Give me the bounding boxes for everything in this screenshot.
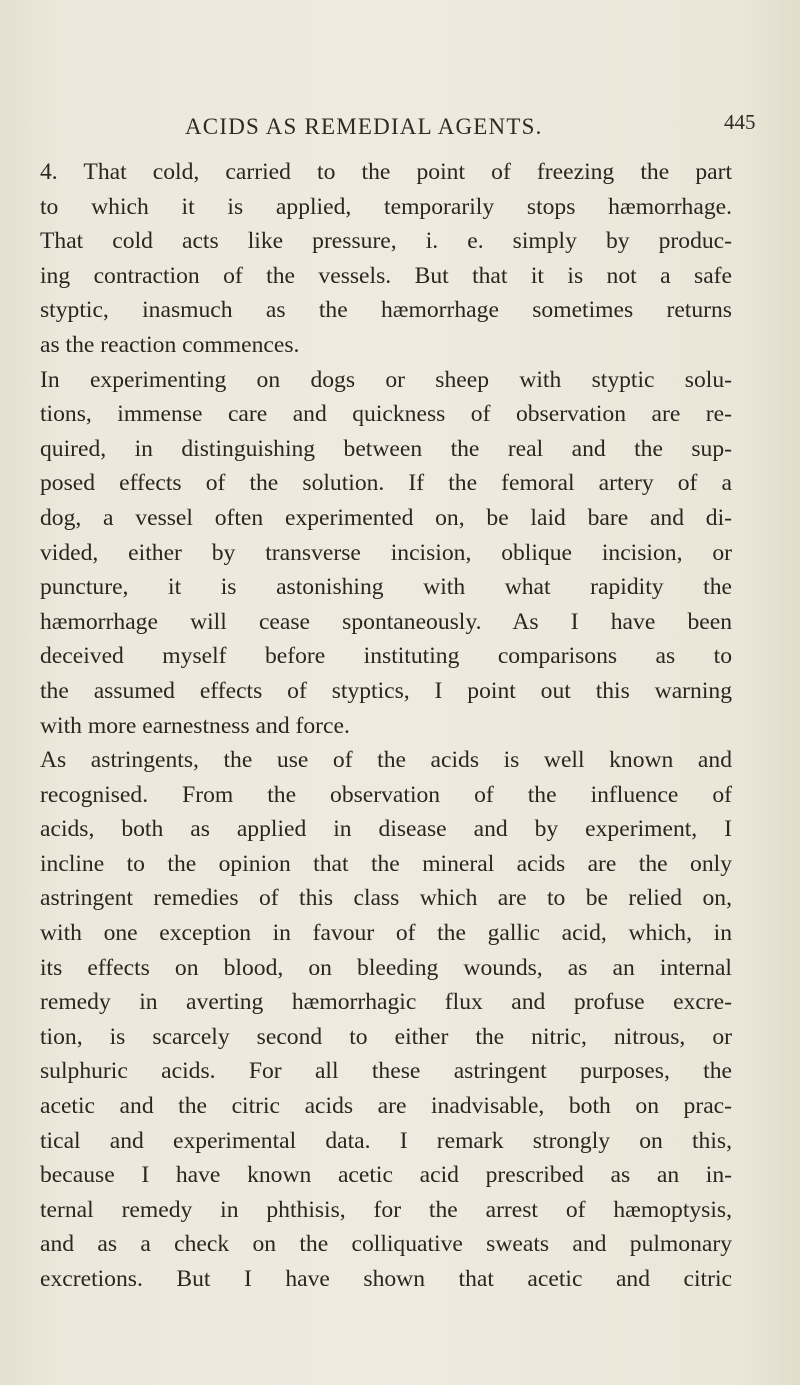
text-line: sulphuric acids. For all these astringent purposes, the <box>40 1058 732 1085</box>
text-line: deceived myself before instituting comparisons as to <box>40 643 732 670</box>
text-line: excretions. But I have shown that acetic and citric <box>40 1266 732 1292</box>
text-line: vided, either by transverse incision, oblique incision, or <box>40 539 732 566</box>
text-line: posed effects of the solution. If the femoral artery of a <box>40 470 732 497</box>
text-line: astringent remedies of this class which are to be relied on, <box>40 885 732 912</box>
text-line: its effects on blood, on bleeding wounds, as an internal <box>40 954 732 981</box>
text-line: As astringents, the use of the acids is well known and <box>40 747 732 774</box>
text-line: ternal remedy in phthisis, for the arrest of hæmoptysis, <box>40 1196 732 1223</box>
text-line: incline to the opinion that the mineral acids are the only <box>40 850 732 877</box>
text-line: styptic, inasmuch as the hæmorrhage sometimes returns <box>40 297 732 324</box>
page-header <box>0 100 800 140</box>
text-line: tions, immense care and quickness of observation are re- <box>40 401 732 428</box>
text-line: with one exception in favour of the gallic acid, which, in <box>40 920 732 947</box>
text-line: ing contraction of the vessels. But that it is not a safe <box>40 262 732 289</box>
text-line: puncture, it is astonishing with what rapidity the <box>40 574 732 601</box>
text-line: hæmorrhage will cease spontaneously. As I have been <box>40 608 732 635</box>
text-line: with more earnestness and force. <box>40 712 350 739</box>
page-number: 445 <box>724 110 756 134</box>
running-title: ACIDS AS REMEDIAL AGENTS. <box>185 114 543 139</box>
text-line: the assumed effects of styptics, I point out this warning <box>40 677 732 704</box>
text-line: That cold acts like pressure, i. e. simply by produc- <box>40 228 732 255</box>
text-line: as the reaction commences. <box>40 331 300 358</box>
text-line: remedy in averting hæmorrhagic flux and profuse excre- <box>40 989 732 1016</box>
text-line: to which it is applied, temporarily stops hæmorrhage. <box>40 193 732 220</box>
text-line: tion, is scarcely second to either the nitric, nitrous, or <box>40 1023 732 1050</box>
text-line: because I have known acetic acid prescribed as an in- <box>40 1162 732 1189</box>
body-text <box>40 155 732 1297</box>
text-line: acetic and the citric acids are inadvisable, both on prac- <box>40 1093 732 1120</box>
text-line: In experimenting on dogs or sheep with styptic solu- <box>40 366 732 393</box>
text-line: acids, both as applied in disease and by experiment, I <box>40 816 732 843</box>
text-line: recognised. From the observation of the influence of <box>40 781 732 808</box>
text-line: dog, a vessel often experimented on, be laid bare and di- <box>40 504 732 531</box>
text-line: quired, in distinguishing between the real and the sup- <box>40 435 732 462</box>
text-line: and as a check on the colliquative sweats and pulmonary <box>40 1231 732 1258</box>
text-line: 4. That cold, carried to the point of freezing the part <box>40 159 732 185</box>
text-line: tical and experimental data. I remark strongly on this, <box>40 1127 732 1154</box>
